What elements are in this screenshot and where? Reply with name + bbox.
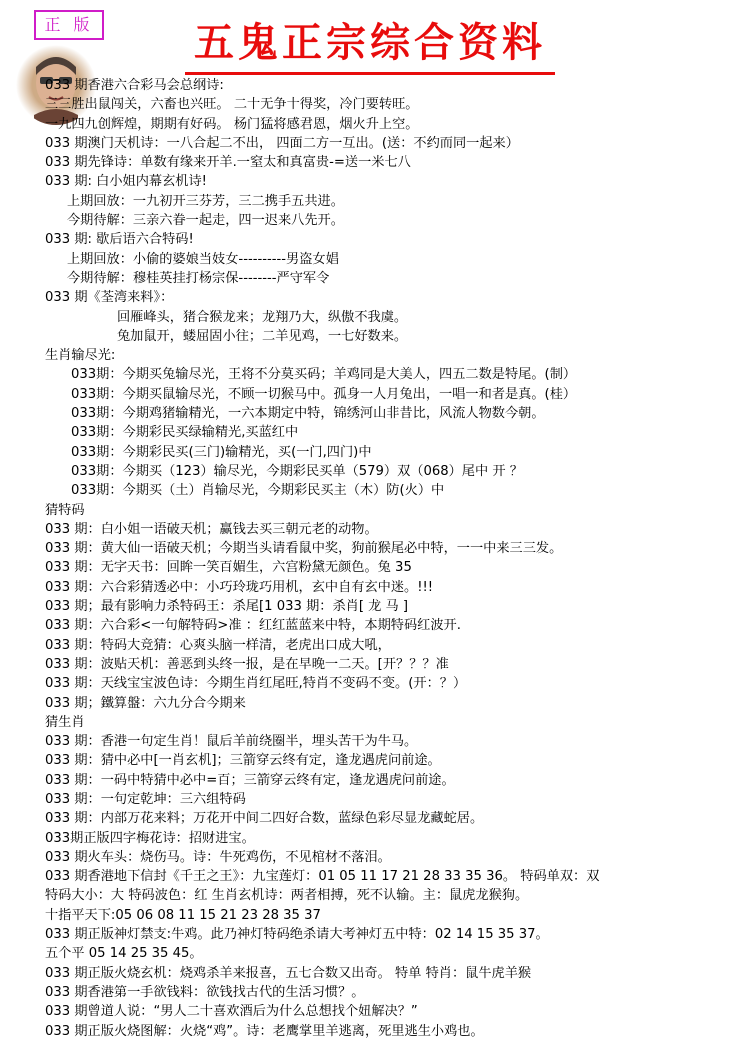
text-line: 033 期先锋诗：单数有缘来开羊.一窒太和真富贵-=送一米七八: [45, 155, 411, 171]
text-line: 033期：今期买（土）肖输尽光，今期彩民买主（木）防(火）中: [71, 483, 445, 499]
text-line: 033 期：无字天书：回眸一笑百媚生，六宫粉黛无颜色。兔 35: [45, 560, 412, 576]
text-line: 今期待解：三亲六眷一起走，四一迟来八先开。: [67, 213, 344, 229]
text-line: 033 期：猜中必中[一肖玄机]；三箭穿云终有定，逢龙遇虎问前途。: [45, 753, 441, 769]
text-line: 033 期火车头：烧伤马。诗：牛死鸡伤，不见棺材不落泪。: [45, 849, 391, 865]
text-line: 033 期: 歇后语六合特码!: [45, 232, 194, 248]
text-line: 033 期：香港一句定生肖！鼠后羊前绕圈半，埋头苦干为牛马。: [45, 734, 418, 750]
text-line: 033 期：六合彩猜透必中：小巧玲珑巧用机，玄中自有玄中迷。!!!: [45, 579, 434, 595]
text-line: 特码大小：大 特码波色：红 生肖玄机诗：两者相搏，死不认输。主：鼠虎龙猴狗。: [45, 888, 529, 904]
text-line: 033 期正版神灯禁支:牛鸡。此乃神灯特码绝杀请大考神灯五中特：02 14 15 35 37。: [45, 927, 549, 943]
text-line: 033 期；鐵算盤：六九分合今期来: [45, 695, 246, 711]
text-line: 生肖输尽光:: [45, 348, 116, 364]
text-line: 兔加鼠开，蝼屈固小往；二羊见鸡，一七好数来。: [117, 328, 408, 344]
content-lines: [45, 76, 750, 1041]
text-line: 033 期：特码大竞猜：心爽头脑一样清，老虎出口成大吼，: [45, 637, 391, 653]
text-line: 033 期：内部万花来料；万花开中间二四好合数，蓝绿色彩尽显龙藏蛇居。: [45, 811, 484, 827]
text-line: 033 期正版火烧图解：火烧“鸡”。诗：老鹰掌里羊逃离，死里逃生小鸡也。: [45, 1023, 484, 1039]
text-line: 猜特码: [45, 502, 85, 518]
text-line: 033期：今期买（123）输尽光，今期彩民买单（579）双（068）尾中 开 ？: [71, 463, 523, 479]
text-line: 今期待解：穆桂英挂打杨宗保--------严守军令: [67, 270, 330, 286]
text-line: 033期：今期彩民买(三门)输精光，买(一门,四门)中: [71, 444, 372, 460]
text-line: 五个平 05 14 25 35 45。: [45, 946, 203, 962]
text-line: 033期：今期彩民买绿输精光,买蓝红中: [71, 425, 299, 441]
text-line: 033 期澳门天机诗：一八合起二不出， 四面二方一互出。(送：不约而同一起来）: [45, 135, 519, 151]
text-line: 033 期：波贴天机：善恶到头终一报，是在早晚一二天。[开？？？准: [45, 656, 449, 672]
text-line: 033 期：一句定乾坤：三六组特码: [45, 791, 246, 807]
text-line: 回雁峰头，猪合猴龙来；龙翔乃大，纵傲不我虞。: [117, 309, 408, 325]
text-line: 033 期：白小姐一语破天机；赢钱去买三朝元老的动物。: [45, 521, 378, 537]
text-line: 033 期：六合彩<一句解特码>准 ：红红蓝蓝来中特，本期特码红波开.: [45, 618, 461, 634]
text-line: 033 期曾道人说：“男人二十喜欢酒后为什么总想找个妞解决？”: [45, 1004, 418, 1020]
text-line: 033 期：黄大仙一语破天机；今期当头请看鼠中奖，狗前猴尾必中特，一一中来三三发。: [45, 541, 563, 557]
text-line: 033 期香港第一手欲钱料：欲钱找古代的生活习惯？。: [45, 984, 365, 1000]
text-line: 033期：今期买鼠输尽光，不顾一切猴马中。孤身一人月兔出，一唱一和者是真。(桂）: [71, 386, 577, 402]
text-line: 033 期；最有影响力杀特码王：杀尾[1 033 期：杀肖[ 龙 马 ]: [45, 599, 409, 615]
page-title: 五鬼正宗综合资料: [185, 16, 555, 75]
text-line: 033 期《荃湾来料》：: [45, 290, 174, 306]
genuine-edition-badge: 正 版: [34, 10, 104, 40]
text-line: 033 期：一码中特猜中必中=百；三箭穿云终有定，逢龙遇虎问前途。: [45, 772, 455, 788]
text-line: 三三胜出鼠闯关，六畜也兴旺。 二十无争十得奖，冷门要转旺。: [45, 97, 419, 113]
text-line: 033 期: 白小姐内幕玄机诗!: [45, 174, 207, 190]
text-line: 上期回放：一九初开三芬芳，三二携手五共进。: [67, 193, 344, 209]
text-line: 033 期香港地下信封《千王之王》：九宝莲灯：01 05 11 17 21 28 33 35 36。 特码单双：双: [45, 869, 600, 885]
text-line: 033 期：天线宝宝波色诗：今期生肖红尾旺,特肖不变码不变。(开：？）: [45, 676, 467, 692]
text-line: 033期正版四字梅花诗：招财进宝。: [45, 830, 255, 846]
text-line: 上期回放：小偷的婆娘当妓女----------男盗女娼: [67, 251, 339, 267]
text-line: 033期：今期鸡猪输精光，一六本期定中特，锦绣河山非昔比，风流人物数今朝。: [71, 406, 545, 422]
text-line: 一九四九创辉煌，期期有好码。 杨门猛将感君恩，烟火升上空。: [45, 116, 419, 132]
text-line: 033 期正版火烧玄机：烧鸡杀羊来报喜，五七合数又出奇。 特单 特肖：鼠牛虎羊猴: [45, 965, 532, 981]
text-line: 十指平天下:05 06 08 11 15 21 23 28 35 37: [45, 907, 321, 923]
text-line: 猜生肖: [45, 714, 85, 730]
text-line: 033 期香港六合彩马会总纲诗:: [45, 78, 224, 93]
text-line: 033期：今期买兔输尽光，王将不分莫买码；羊鸡同是大美人，四五二数是特尾。(制）: [71, 367, 577, 383]
